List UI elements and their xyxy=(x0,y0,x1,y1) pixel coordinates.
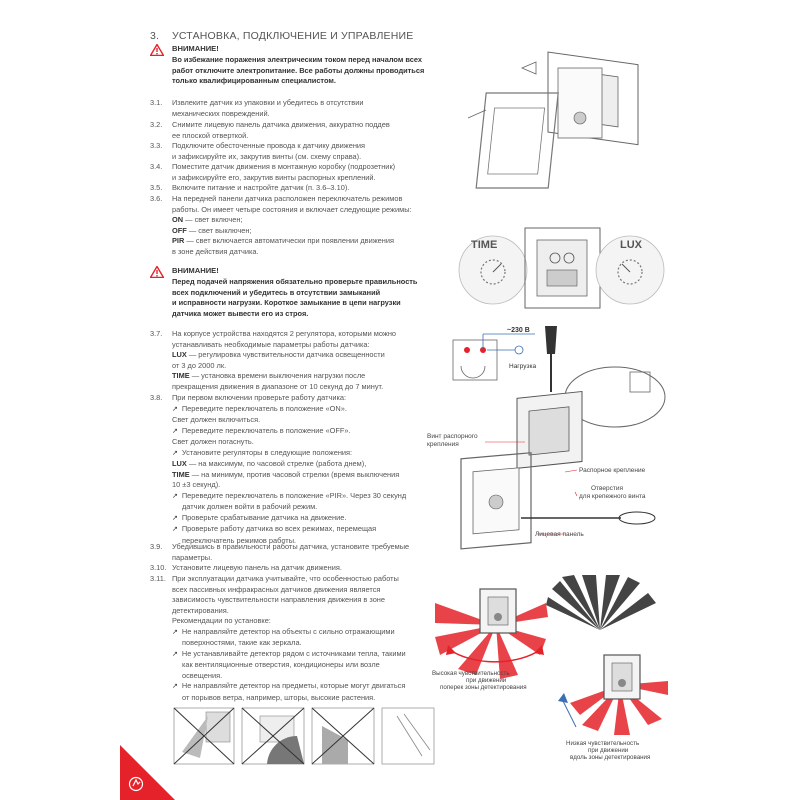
heat-source-illustration xyxy=(242,708,304,764)
step-3-7 xyxy=(150,329,440,392)
step-text: При первом включении проверьте работу датчика: xyxy=(172,393,347,402)
step-text: зависимость чувствительности направления движения в зоне xyxy=(172,595,385,604)
step-3-8 xyxy=(150,393,440,546)
brand-logo-icon xyxy=(128,776,144,792)
diagram-detection-zones xyxy=(430,575,680,770)
warning-line: и исправности нагрузки. Короткое замыкание в цепи нагрузки xyxy=(172,298,401,307)
voltage-label: ~230 В xyxy=(507,327,530,334)
warning-text xyxy=(172,55,442,87)
time-key: TIME xyxy=(172,469,190,479)
recommendation-cont: как вентиляционные отверстия, кондиционеры или возле xyxy=(182,660,380,669)
mode-key: ON xyxy=(172,215,184,224)
step-bullet: ↗ Проверьте срабатывание датчика на движение. xyxy=(172,513,440,525)
step-3-1 xyxy=(150,98,440,119)
recommendation: ↗ Не направляйте детектор на объекты с сильно отражающими xyxy=(172,627,440,639)
mirror-illustration xyxy=(174,708,234,764)
step-text: Поместите датчик движения в монтажную коробку (подрозетник) xyxy=(172,162,396,171)
step-number: 3.2. xyxy=(150,120,163,129)
step-3-5 xyxy=(150,183,440,194)
time-range: прекращения движения в диапазоне от 10 секунд до 7 минут. xyxy=(172,381,384,391)
step-text: параметры. xyxy=(172,552,213,562)
step-number: 3.6. xyxy=(150,194,163,203)
step-text: Снимите лицевую панель датчика движения, аккуратно поддев xyxy=(172,120,390,129)
step-number: 3.7. xyxy=(150,329,163,338)
step-text: детектирования. xyxy=(172,605,229,615)
diagram-face-panel-removal xyxy=(448,28,668,198)
step-text: Извлеките датчик из упаковки и убедитесь в отсутствии xyxy=(172,98,364,107)
panel-label: Лицевая панель xyxy=(535,531,584,538)
step-3-10 xyxy=(150,563,440,574)
step-number: 3.11. xyxy=(150,574,166,583)
moving-objects-illustration xyxy=(312,708,374,764)
load-label: Нагрузка xyxy=(509,363,537,370)
warning-line: Перед подачей напряжения обязательно проверьте правильность xyxy=(172,277,418,286)
mode-key: OFF xyxy=(172,225,187,235)
lux-desc xyxy=(172,350,440,361)
step-text: работы. Он имеет четыре состояния и включает следующие режимы: xyxy=(172,204,412,214)
time-text: — на минимум, против часовой стрелки (время выключения xyxy=(189,469,400,479)
recommendation: ↗ Не направляйте детектор на предметы, которые могут двигаться xyxy=(172,681,440,693)
time-label: TIME xyxy=(471,239,498,251)
diagram-regulators xyxy=(455,208,670,318)
diagram-wiring-installation xyxy=(425,322,695,562)
lux-label: LUX xyxy=(620,239,642,251)
hole-label: Отверстия для крепежного винта xyxy=(579,485,646,500)
section-title: УСТАНОВКА, ПОДКЛЮЧЕНИЕ И УПРАВЛЕНИЕ xyxy=(172,30,414,42)
step-number: 3.10. xyxy=(150,563,167,572)
step-bullet: ↗ Переведите переключатель в положение «PIR». Через 30 секунд xyxy=(172,491,440,503)
mode-on xyxy=(172,215,440,226)
step-number: 3.5. xyxy=(150,183,163,192)
warning-title: ВНИМАНИЕ! xyxy=(172,266,219,275)
warning-title: ВНИМАНИЕ! xyxy=(172,44,219,53)
step-3-6 xyxy=(150,194,440,257)
time-key: TIME xyxy=(172,371,190,380)
lux-key: LUX xyxy=(172,459,187,468)
step-number: 3.4. xyxy=(150,162,163,171)
time-desc xyxy=(172,371,440,382)
warning-line: только квалифицированным специалистом. xyxy=(172,76,336,85)
step-text: и зафиксируйте их, закрутив винты (см. схему справа). xyxy=(172,151,362,161)
mode-desc: — свет включается автоматически при появлении движения xyxy=(184,236,394,245)
warning-line: всех подключений и убедитесь в отсутствии замыканий xyxy=(172,287,381,297)
window-illustration xyxy=(382,708,434,764)
low-sensitivity-label: Низкая чувствительность при движении вдоль зоны детектирования xyxy=(566,740,651,761)
step-text: При эксплуатации датчика учитывайте, что особенностью работы xyxy=(172,574,399,583)
warning-block-2 xyxy=(150,266,440,322)
step-text: Убедившись в правильности работы датчика, установите требуемые xyxy=(172,542,410,551)
mode-desc: — свет включен; xyxy=(183,215,243,224)
recommendation-cont: поверхностями, такие как зеркала. xyxy=(182,638,302,647)
warning-icon xyxy=(150,44,164,56)
high-sensitivity-label: Высокая чувствительность при движении поперек зоны детектирования xyxy=(432,670,527,691)
step-text: На корпусе устройства находятся 2 регулятора, которыми можно xyxy=(172,329,397,338)
step-text: На передней панели датчика расположен переключатель режимов xyxy=(172,194,403,203)
section-number: 3. xyxy=(150,30,160,42)
mode-pir xyxy=(172,236,440,247)
step-number: 3.1. xyxy=(150,98,163,107)
warning-line: Во избежание поражения электрическим током перед началом всех xyxy=(172,55,422,64)
screw-label: Винт распорного крепления xyxy=(427,433,478,448)
step-text: датчик должен войти в рабочий режим. xyxy=(182,502,318,511)
lux-setting xyxy=(172,459,440,470)
step-text: Включите питание и настройте датчик (п. 3.6–3.10). xyxy=(172,183,350,192)
section-header xyxy=(150,30,414,42)
time-text: — установка времени выключения нагрузки после xyxy=(189,371,366,380)
step-bullet: ↗ Переведите переключатель в положение «OFF». xyxy=(172,426,440,438)
high-sensitivity-zone xyxy=(435,589,548,679)
step-text: ее плоской отверткой. xyxy=(172,130,249,140)
step-bullet: ↗ Проверьте работу датчика во всех режимах, перемещая xyxy=(172,524,440,536)
step-text: в зоне действия датчика. xyxy=(172,246,259,256)
step-3-2 xyxy=(150,120,440,141)
step-3-9 xyxy=(150,542,440,563)
mode-key: PIR xyxy=(172,236,185,245)
low-sensitivity-zone xyxy=(558,655,668,735)
lux-text: — регулировка чувствительности датчика освещенности xyxy=(186,350,385,359)
step-text: Свет должен погаснуть. xyxy=(172,437,254,446)
recommendation-cont: от порывов ветра, например, шторы, высокие растения. xyxy=(182,692,376,702)
step-3-4 xyxy=(150,162,440,183)
recommendations-title: Рекомендации по установке: xyxy=(172,616,271,625)
step-bullet: ↗ Переведите переключатель в положение «ON». xyxy=(172,404,440,416)
mode-off xyxy=(172,226,440,237)
step-text: Свет должен включиться. xyxy=(172,415,261,424)
step-number: 3.3. xyxy=(150,141,163,150)
warning-block-1 xyxy=(150,44,440,90)
step-text: всех пассивных инфракрасных датчиков движения является xyxy=(172,584,381,594)
do-not-illustrations xyxy=(172,706,437,766)
step-3-11 xyxy=(150,574,440,703)
step-number: 3.8. xyxy=(150,393,163,402)
step-bullet: ↗ Установите регуляторы в следующие положения: xyxy=(172,448,440,460)
spacer-label: Распорное крепление xyxy=(579,467,646,474)
warning-line: датчика может вывести его из строя. xyxy=(172,308,309,318)
mode-desc: — свет выключен; xyxy=(186,225,252,235)
time-setting-cont: 10 ±3 секунд). xyxy=(172,480,221,489)
step-number: 3.9. xyxy=(150,542,163,551)
step-text: переключатель режимов работы. xyxy=(182,535,297,545)
lux-range: от 3 до 2000 лк. xyxy=(172,360,227,370)
lux-text: — на максимум, по часовой стрелке (работа днем), xyxy=(186,459,367,468)
step-text: механических повреждений. xyxy=(172,108,270,118)
step-3-3 xyxy=(150,141,440,162)
step-text: Установите лицевую панель на датчик движения. xyxy=(172,563,342,572)
recommendation: ↗ Не устанавливайте детектор рядом с источниками тепла, такими xyxy=(172,649,440,661)
lux-key: LUX xyxy=(172,350,187,359)
step-text: и зафиксируйте его, закрутив винты распорных креплений. xyxy=(172,172,376,182)
warning-text xyxy=(172,277,442,319)
gray-detection-pattern xyxy=(546,575,656,630)
time-setting xyxy=(172,470,440,481)
step-text: устанавливать необходимые параметры работы датчика: xyxy=(172,339,370,349)
warning-icon xyxy=(150,266,164,278)
recommendation-cont: освещения. xyxy=(182,670,223,680)
warning-line: работ отключите электропитание. Все работы должны проводиться xyxy=(172,65,425,75)
step-text: Подключите обесточенные провода к датчику движения xyxy=(172,141,366,150)
